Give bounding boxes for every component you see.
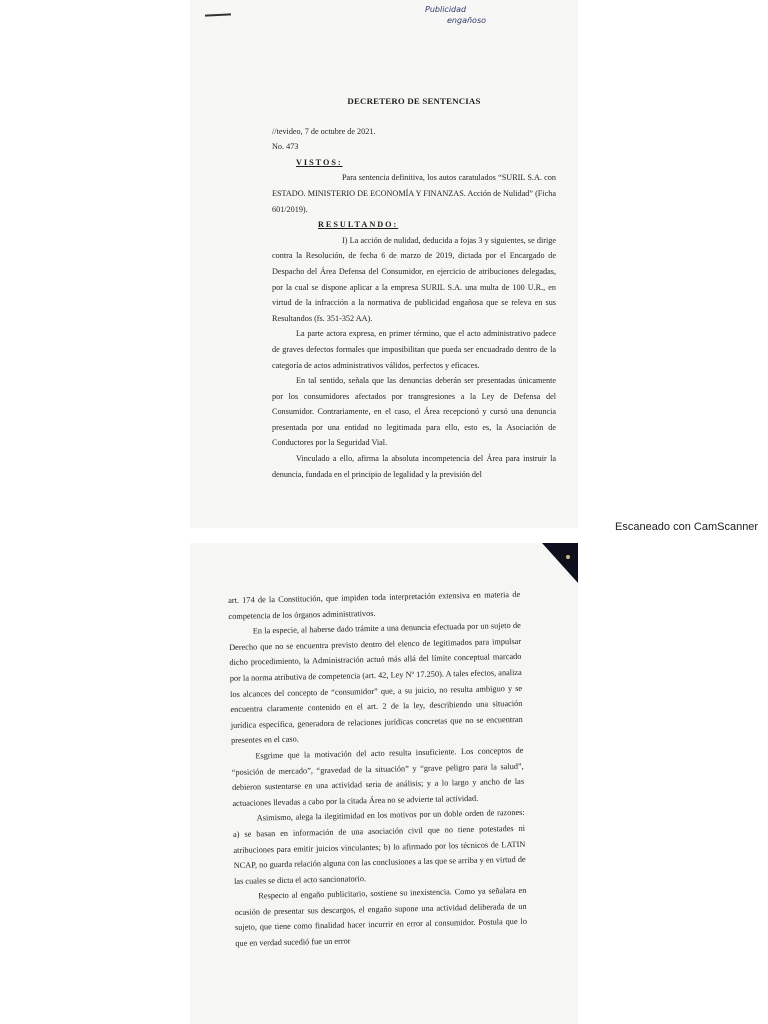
date-line: //tevideo, 7 de octubre de 2021. [272, 126, 376, 136]
paragraph: Asimismo, alega la ilegitimidad en los motivos por un doble orden de razones: a) se basan en información de una asociación civil que no tiene potestades ni atribuciones para emitir juicios vinculantes; b) lo afirmado por los técnicos de LATIN NCAP, no guarda relación alguna con las conclusiones a las que se arriba y en virtud de las cuales se dicta el acto sancionatorio. [232, 808, 526, 886]
scanned-page-2 [190, 543, 578, 1024]
corner-dot-icon [566, 555, 570, 559]
handwritten-note [425, 4, 535, 26]
paragraph: Respecto al engaño publicitario, sostiene su inexistencia. Como ya señalara en ocasión de presentar sus descargos, el engaño supone una actividad deliberada de un sujeto, que tiene como finalidad hacer incurrir en error al consumidor. Postula que lo que en verdad sucedió fue un error [234, 886, 528, 948]
scanned-page-1 [190, 0, 578, 528]
vistos-text: Para sentencia definitiva, los autos caratulados “SURIL S.A. con ESTADO. MINISTERIO DE ECONOMÍA Y FINANZAS. Acción de Nulidad” (Ficha 601/2019). [272, 173, 556, 214]
camscanner-watermark: Escaneado con CamScanner [615, 521, 759, 533]
scan-corner-shadow [542, 543, 578, 583]
paragraph: art. 174 de la Constitución, que impiden toda interpretación extensiva en materia de competencia de los órganos administrativos. [228, 589, 521, 621]
paragraph: I) La acción de nulidad, deducida a fojas 3 y siguientes, se dirige contra la Resolución, de fecha 6 de marzo de 2019, dictada por el Encargado de Despacho del Área Defensa del Consumidor, en ejercicio de atribuciones delegadas, por la cual se dispone aplicar a la empresa SURIL S.A. una multa de 100 U.R., en virtud de la infracción a la normativa de publicidad engañosa que se releva en sus Resultandos (fs. 351-352 AA). [272, 235, 556, 323]
paragraph: Esgrime que la motivación del acto resulta insuficiente. Los conceptos de “posición de mercado”, “gravedad de la situación” y “grave peligro para la salud”, debieron sustentarse en una actividad seria de análisis; y a lo largo y ancho de las actuaciones llevadas a cabo por la citada Área no se advierte tal actividad. [231, 745, 525, 808]
handwritten-note-line-2: engañoso [447, 16, 486, 25]
decree-number: No. 473 [272, 142, 299, 152]
vistos-heading: VISTOS: [296, 157, 343, 167]
resultando-heading: RESULTANDO: [318, 220, 399, 230]
paragraph: La parte actora expresa, en primer término, que el acto administrativo padece de graves defectos formales que imposibilitan que pueda ser encuadrado dentro de la categoría de actos administrativos válidos, perfectos y eficaces. [272, 329, 556, 370]
paragraph: En la especie, al haberse dado trámite a una denuncia efectuada por un sujeto de Derecho que no se encuentra previsto dentro del elenco de legitimados para impulsar dicho procedimiento, la Administración actuó más allá del límite conceptual marcado por la norma atributiva de competencia (art. 42, Ley Nº 17.250). A tales efectos, analiza los alcances del concepto de “consumidor” que, a su juicio, no resulta ambiguo y se encuentra claramente contenido en el art. 2 de la ley, describiendo una situación jurídica específica, generadora de relaciones jurídicas concretas que no se encuentran presentes en el caso. [229, 621, 523, 746]
pen-mark [205, 13, 231, 16]
page-2-body [228, 587, 527, 952]
page-1-body [272, 94, 556, 482]
paragraph: Vinculado a ello, afirma la absoluta incompetencia del Área para instruir la denuncia, fundada en el principio de legalidad y la previsión del [272, 454, 556, 479]
paragraph: En tal sentido, señala que las denuncias deberán ser presentadas únicamente por los consumidores afectados por transgresiones a la Ley de Defensa del Consumidor. Contrariamente, en el caso, el Área recepcionó y cursó una denuncia presentada por una entidad no legitimada para ello, esto es, la Asociación de Conductores por la Seguridad Vial. [272, 376, 556, 448]
handwritten-note-line-1: Publicidad [425, 5, 467, 14]
document-title: DECRETERO DE SENTENCIAS [347, 96, 481, 106]
